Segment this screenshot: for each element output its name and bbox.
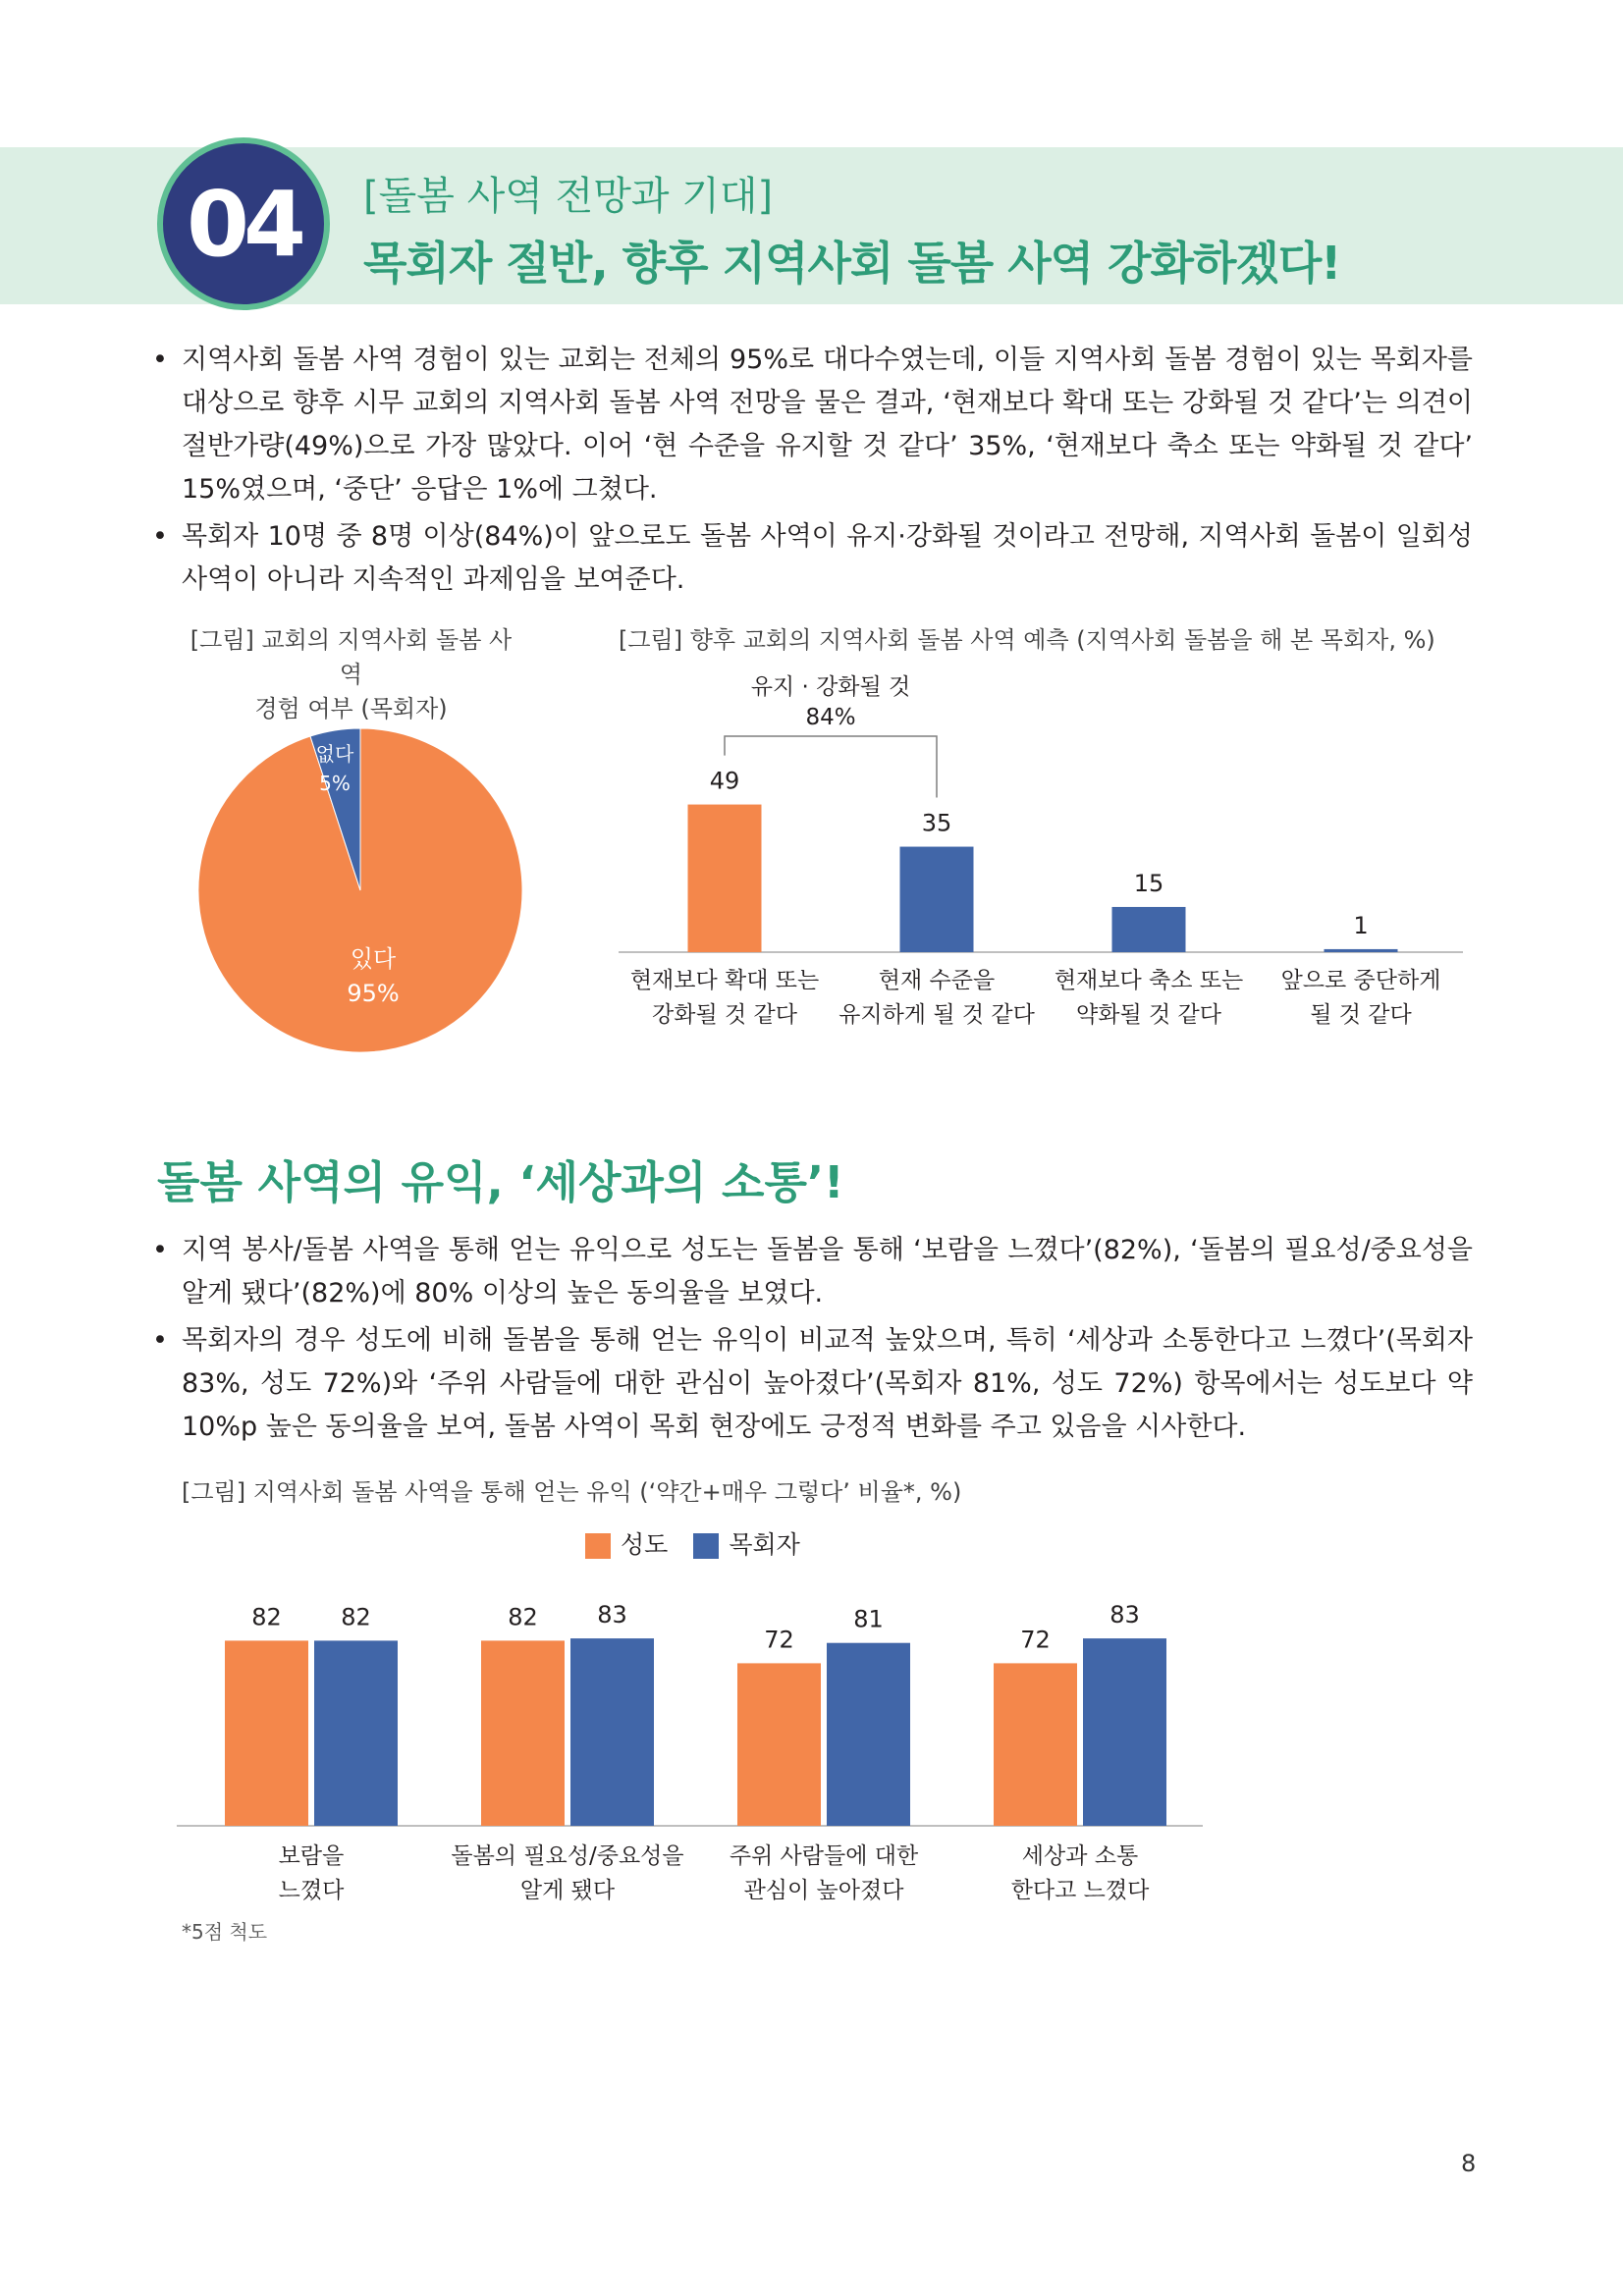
bar-seongdo [994,1663,1077,1826]
bar-value-label: 83 [597,1601,627,1629]
bar-value-label: 81 [853,1605,884,1633]
bar-value-label: 83 [1109,1601,1140,1629]
annotation-bracket [725,736,937,798]
pie-label-no: 없다 [315,742,354,766]
bar-mokhoeja [827,1643,910,1826]
legend-swatch [693,1533,719,1559]
bar-value-label: 72 [1020,1626,1051,1654]
category-label: 현재보다 축소 또는 [1054,968,1244,993]
category-label: 현재 수준을 [878,968,996,993]
bullet-list-2 [152,1229,1473,1453]
bar-value-label: 82 [508,1603,538,1631]
category-label: 유지하게 될 것 같다 [839,1002,1035,1028]
category-label: 알게 됐다 [519,1878,616,1903]
bar-4 [1325,949,1398,952]
annotation-value: 84% [805,705,856,730]
bullet-item [152,1229,1473,1315]
category-label: 돌봄의 필요성/중요성을 [451,1843,684,1869]
bullet-item [152,339,1473,511]
category-label: 느꼈다 [278,1878,345,1903]
bullet-item [152,1319,1473,1449]
bar-value-label: 49 [709,767,740,795]
bar-value-label: 15 [1133,869,1164,897]
section-subtitle: [돌봄 사역 전망과 기대] [363,174,774,219]
bullet-item [152,515,1473,602]
category-label: 현재보다 확대 또는 [629,968,820,993]
bar-2 [900,847,974,952]
pie-chart-caption [182,620,520,723]
category-label: 강화될 것 같다 [652,1002,797,1028]
bar-mokhoeja [314,1640,398,1826]
pie-value-yes: 95% [347,980,400,1007]
category-label: 앞으로 중단하게 [1280,968,1441,993]
bar-mokhoeja [1083,1638,1166,1826]
bullet-text: 목회자의 경우 성도에 비해 돌봄을 통해 얻는 유익이 비교적 높았으며, 특히 ‘세상과 소통한다고 느꼈다’(목회자 83%, 성도 72%)와 ‘주위 사람들에 대한 관심이 높아졌다’(목회자 81%, 성도 72%) 항목에서는 성도보다 약 10%p 높은 동의율을 보여, 돌봄 사역이 목회 현장에도 긍정적 변화를 주고 있음을 시사한다. [182,1325,1473,1442]
category-label: 한다고 느꼈다 [1010,1878,1150,1903]
bar-3 [1112,907,1186,952]
bullet-text: 목회자 10명 중 8명 이상(84%)이 앞으로도 돌봄 사역이 유지·강화될 것이라고 전망해, 지역사회 돌봄이 일회성 사역이 아니라 지속적인 과제임을 보여준다. [182,521,1473,595]
legend-label: 목회자 [729,1530,800,1559]
category-label: 세상과 소통 [1021,1843,1139,1869]
pie-value-no: 5% [319,772,351,795]
category-label: 약화될 것 같다 [1076,1002,1221,1028]
bar-chart-1-caption: [그림] 향후 교회의 지역사회 돌봄 사역 예측 (지역사회 돌봄을 해 본 목회자, %) [619,626,1435,654]
chart-legend [585,1525,800,1561]
bar-seongdo [737,1663,821,1826]
legend-item-seongdo [585,1525,668,1561]
bullet-mark: • [152,1325,168,1356]
bar-value-label: 82 [251,1603,282,1631]
bar-chart-2-caption: [그림] 지역사회 돌봄 사역을 통해 얻는 유익 (‘약간+매우 그렇다’ 비율*, %) [182,1478,962,1506]
bullet-list-1 [152,339,1473,606]
pie-chart [191,721,530,1060]
section-title: 목회자 절반, 향후 지역사회 돌봄 사역 강화하겠다! [363,237,1341,290]
footnote: *5점 척도 [182,1920,268,1944]
bar-seongdo [481,1640,565,1826]
bullet-text: 지역사회 돌봄 사역 경험이 있는 교회는 전체의 95%로 대다수였는데, 이들 지역사회 돌봄 경험이 있는 목회자를 대상으로 향후 시무 교회의 지역사회 돌봄 사역 전망을 물은 결과, ‘현재보다 확대 또는 강화될 것 같다’는 의견이 절반가량(49%)으로 가장 많았다. 이어 ‘현 수준을 유지할 것 같다’ 35%, ‘현재보다 축소 또는 약화될 것 같다’ 15%였으며, ‘중단’ 응답은 1%에 그쳤다. [182,345,1473,505]
bullet-text: 지역 봉사/돌봄 사역을 통해 얻는 유익으로 성도는 돌봄을 통해 ‘보람을 느꼈다’(82%), ‘돌봄의 필요성/중요성을 알게 됐다’(82%)에 80% 이상의 높은 동의율을 보였다. [182,1235,1473,1308]
category-label: 관심이 높아졌다 [743,1878,904,1903]
bullet-mark: • [152,345,168,375]
bar-chart-1 [619,663,1473,1055]
category-label: 될 것 같다 [1310,1002,1412,1028]
bar-value-label: 1 [1353,911,1369,939]
bar-chart-2 [177,1571,1237,1914]
page-number: 8 [1461,2150,1477,2177]
bar-1 [688,805,762,952]
section-2-title: 돌봄 사역의 유익, ‘세상과의 소통’! [157,1156,844,1208]
bar-value-label: 35 [921,809,952,837]
pie-caption-line: 경험 여부 (목회자) [254,695,448,722]
pie-caption-line: [그림] 교회의 지역사회 돌봄 사역 [189,626,513,688]
bar-mokhoeja [570,1638,654,1826]
section-number-badge: 04 [157,137,330,310]
pie-label-yes: 있다 [350,945,397,973]
bar-value-label: 82 [341,1603,371,1631]
legend-item-mokhoeja [693,1525,799,1561]
annotation-label: 유지 · 강화될 것 [750,674,911,700]
bar-value-label: 72 [764,1626,794,1654]
bullet-mark: • [152,521,168,552]
category-label: 보람을 [278,1843,345,1869]
category-label: 주위 사람들에 대한 [729,1843,919,1869]
bullet-mark: • [152,1235,168,1265]
legend-label: 성도 [621,1530,669,1559]
legend-swatch [585,1533,611,1559]
bar-seongdo [225,1640,308,1826]
